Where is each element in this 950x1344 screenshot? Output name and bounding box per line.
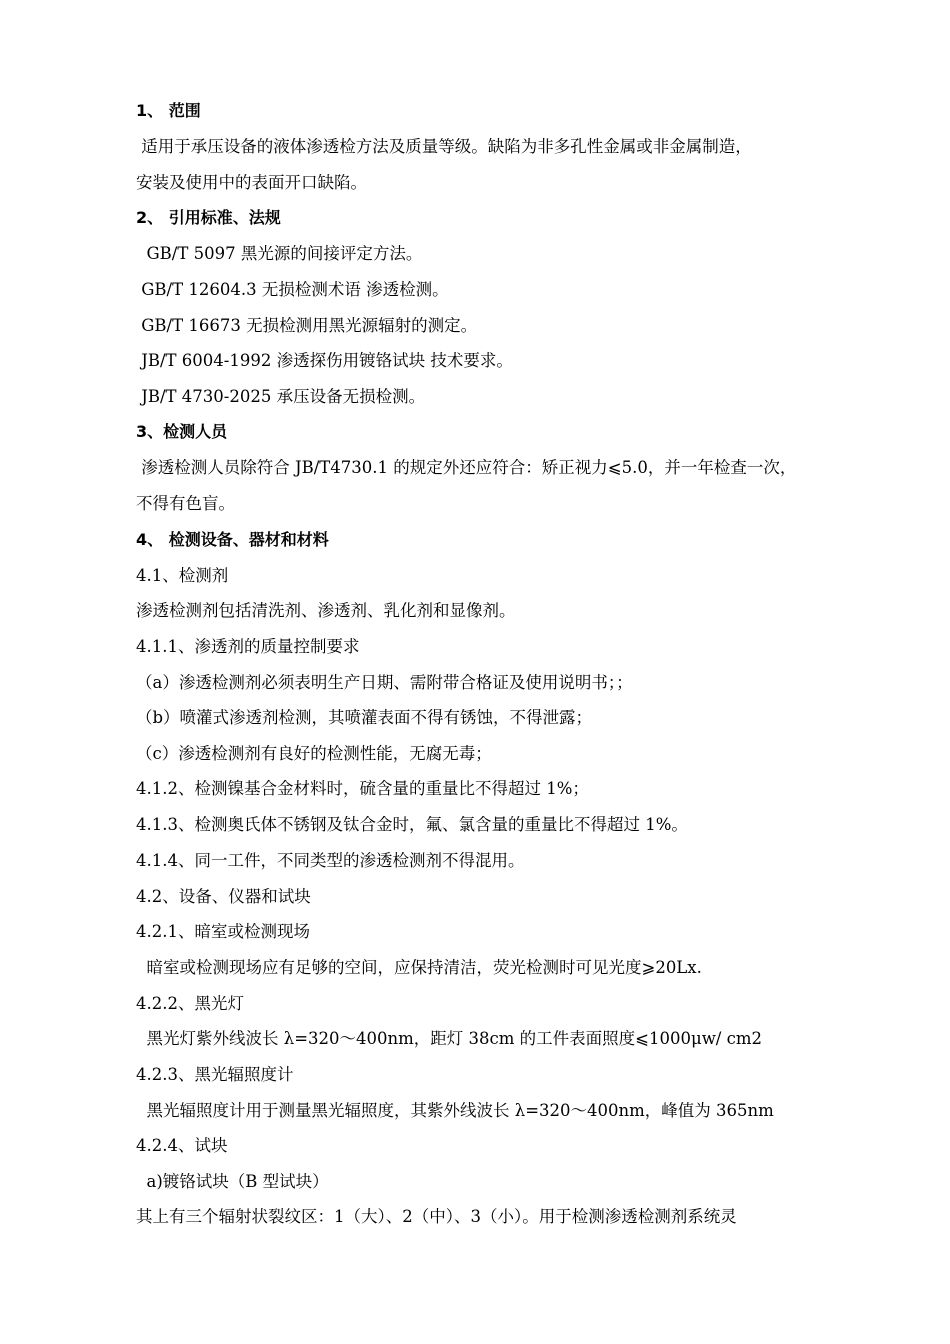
paragraph-line: 不得有色盲。 — [136, 494, 235, 513]
reference-item: GB/T 12604.3 无损检测术语 渗透检测。 — [136, 280, 449, 299]
subsection-heading: 4.1、检测剂 — [136, 566, 229, 585]
subsection-heading: 4.2、设备、仪器和试块 — [136, 887, 311, 906]
paragraph-line: 渗透检测剂包括清洗剂、渗透剂、乳化剂和显像剂。 — [136, 601, 516, 620]
subsection-heading: 4.2.2、黑光灯 — [136, 994, 244, 1013]
paragraph-line: 黑光辐照度计用于测量黑光辐照度，其紫外线波长 λ=320～400nm，峰值为 365nm — [136, 1101, 774, 1120]
paragraph-line: 4.1.3、检测奥氏体不锈钢及钛合金时，氟、氯含量的重量比不得超过 1%。 — [136, 815, 688, 834]
subsection-heading: 4.2.4、试块 — [136, 1136, 228, 1155]
subsection-heading: 4.2.1、暗室或检测现场 — [136, 922, 310, 941]
section-heading-equipment: 4、 检测设备、器材和材料 — [136, 530, 329, 549]
list-item: （c）渗透检测剂有良好的检测性能，无腐无毒； — [136, 744, 492, 763]
paragraph-line: 4.1.2、检测镍基合金材料时，硫含量的重量比不得超过 1%； — [136, 779, 589, 798]
reference-item: JB/T 4730-2025 承压设备无损检测。 — [136, 387, 426, 406]
subsection-heading: 4.1.1、渗透剂的质量控制要求 — [136, 637, 360, 656]
paragraph-line: 渗透检测人员除符合 JB/T4730.1 的规定外还应符合：矫正视力⩽5.0，并一年检查一次， — [136, 458, 797, 477]
section-heading-references: 2、 引用标准、法规 — [136, 208, 281, 227]
paragraph-line: 其上有三个辐射状裂纹区：1（大）、2（中）、3（小）。用于检测渗透检测剂系统灵 — [136, 1207, 737, 1226]
paragraph-line: 黑光灯紫外线波长 λ=320～400nm，距灯 38cm 的工件表面照度⩽1000μw/ cm2 — [136, 1029, 763, 1048]
paragraph-line: 4.1.4、同一工件，不同类型的渗透检测剂不得混用。 — [136, 851, 525, 870]
paragraph-line: 暗室或检测现场应有足够的空间，应保持清洁，荧光检测时可见光度⩾20Lx. — [136, 958, 702, 977]
paragraph-line: 适用于承压设备的液体渗透检方法及质量等级。缺陷为非多孔性金属或非金属制造， — [136, 137, 752, 156]
subsection-heading: 4.2.3、黑光辐照度计 — [136, 1065, 294, 1084]
paragraph-line: a)镀铬试块（B 型试块） — [136, 1172, 329, 1191]
section-heading-personnel: 3、检测人员 — [136, 422, 228, 441]
list-item: （b）喷灌式渗透剂检测，其喷灌表面不得有锈蚀，不得泄露； — [136, 708, 593, 727]
reference-item: JB/T 6004-1992 渗透探伤用镀铬试块 技术要求。 — [136, 351, 513, 370]
reference-item: GB/T 16673 无损检测用黑光源辐射的测定。 — [136, 316, 478, 335]
reference-item: GB/T 5097 黑光源的间接评定方法。 — [136, 244, 423, 263]
section-heading-scope: 1、 范围 — [136, 101, 201, 120]
paragraph-line: 安装及使用中的表面开口缺陷。 — [136, 173, 367, 192]
list-item: （a）渗透检测剂必须表明生产日期、需附带合格证及使用说明书；； — [136, 673, 633, 692]
